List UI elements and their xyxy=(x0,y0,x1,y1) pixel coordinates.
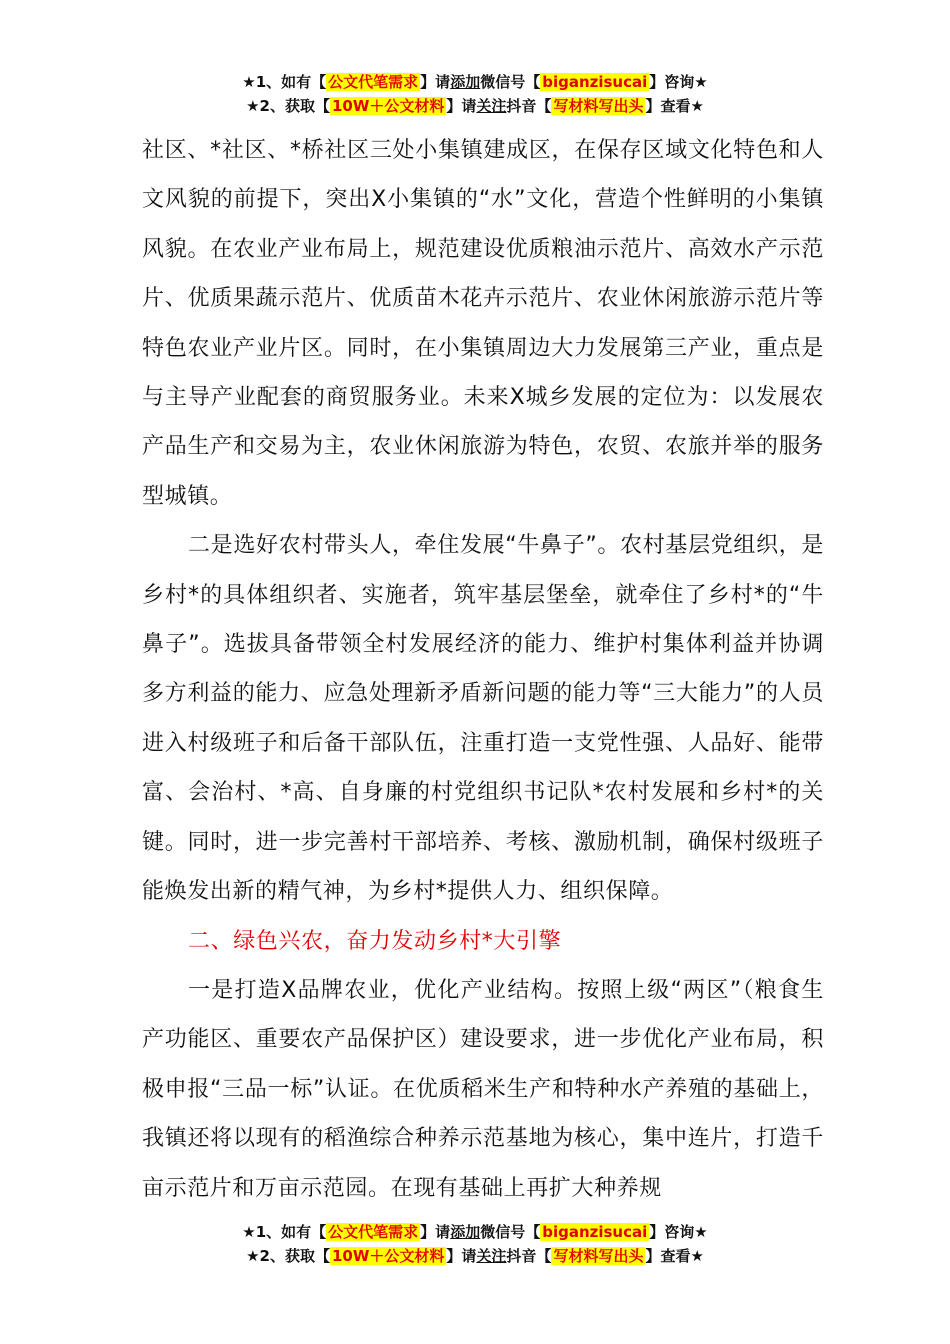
promo-highlight: 公文代笔需求 xyxy=(328,1223,419,1241)
promo-text: 】请 xyxy=(446,1247,477,1265)
promo-underlined-text: 添加 xyxy=(450,73,481,91)
promo-underlined-text: 关注 xyxy=(476,97,507,115)
promo-highlight: 写材料写出头 xyxy=(553,1247,644,1265)
promo-highlight: 写材料写出头 xyxy=(553,97,644,115)
footer-promo-banner xyxy=(0,1220,950,1268)
promo-line-2 xyxy=(0,94,950,118)
body-paragraph: 一是打造X品牌农业，优化产业结构。按照上级“两区”（粮食生产功能区、重要农产品保护区）建设要求，进一步优化产业布局，积极申报“三品一标”认证。在优质稻米生产和特种水产养殖的基础上，我镇还将以现有的稻渔综合种养示范基地为核心，集中连片，打造千亩示范片和万亩示范园。在现有基础上再扩大种养规 xyxy=(142,977,824,1201)
promo-highlight: 10W＋公文材料 xyxy=(331,97,445,115)
promo-text: ★2、获取【 xyxy=(246,97,330,115)
promo-underlined-text: 添加 xyxy=(450,1223,481,1241)
promo-text: ★1、如有【 xyxy=(242,1223,327,1241)
promo-line-1 xyxy=(0,70,950,94)
promo-text: 微信号【 xyxy=(480,1223,541,1241)
promo-highlight: 10W＋公文材料 xyxy=(331,1247,445,1265)
promo-text: 】请 xyxy=(420,1223,451,1241)
promo-text: 】请 xyxy=(420,73,451,91)
promo-highlight: biganzisucai xyxy=(542,1223,648,1241)
promo-line-2 xyxy=(0,1244,950,1268)
promo-underlined-text: 关注 xyxy=(476,1247,507,1265)
promo-text: ★1、如有【 xyxy=(242,73,327,91)
section-heading: 二、绿色兴农，奋力发动乡村*大引擎 xyxy=(188,928,562,954)
promo-highlight: 公文代笔需求 xyxy=(328,73,419,91)
promo-text: 】查看★ xyxy=(645,97,704,115)
promo-text: 】咨询★ xyxy=(649,73,708,91)
promo-text: 】咨询★ xyxy=(649,1223,708,1241)
promo-text: 微信号【 xyxy=(480,73,541,91)
document-body xyxy=(142,126,824,1213)
promo-line-1 xyxy=(0,1220,950,1244)
promo-text: ★2、获取【 xyxy=(246,1247,330,1265)
promo-text: 】查看★ xyxy=(645,1247,704,1265)
promo-text: 】请 xyxy=(446,97,477,115)
header-promo-banner xyxy=(0,70,950,118)
promo-highlight: biganzisucai xyxy=(542,73,648,91)
body-paragraph: 二是选好农村带头人，牵住发展“牛鼻子”。农村基层党组织，是乡村*的具体组织者、实施者，筑牢基层堡垒，就牵住了乡村*的“牛鼻子”。选拔具备带领全村发展经济的能力、维护村集体利益并协调多方利益的能力、应急处理新矛盾新问题的能力等“三大能力”的人员进入村级班子和后备干部队伍，注重打造一支党性强、人品好、能带富、会治村、*高、自身廉的村党组织书记队*农村发展和乡村*的关键。同时，进一步完善村干部培养、考核、激励机制，确保村级班子能焕发出新的精气神，为乡村*提供人力、组织保障。 xyxy=(142,533,824,905)
promo-text: 抖音【 xyxy=(506,1247,552,1265)
body-paragraph: 社区、*社区、*桥社区三处小集镇建成区，在保存区域文化特色和人文风貌的前提下，突出X小集镇的“水”文化，营造个性鲜明的小集镇风貌。在农业产业布局上，规范建设优质粮油示范片、高效水产示范片、优质果蔬示范片、优质苗木花卉示范片、农业休闲旅游示范片等特色农业产业片区。同时，在小集镇周边大力发展第三产业，重点是与主导产业配套的商贸服务业。未来X城乡发展的定位为：以发展农产品生产和交易为主，农业休闲旅游为特色，农贸、农旅并举的服务型城镇。 xyxy=(142,138,824,509)
promo-text: 抖音【 xyxy=(506,97,552,115)
